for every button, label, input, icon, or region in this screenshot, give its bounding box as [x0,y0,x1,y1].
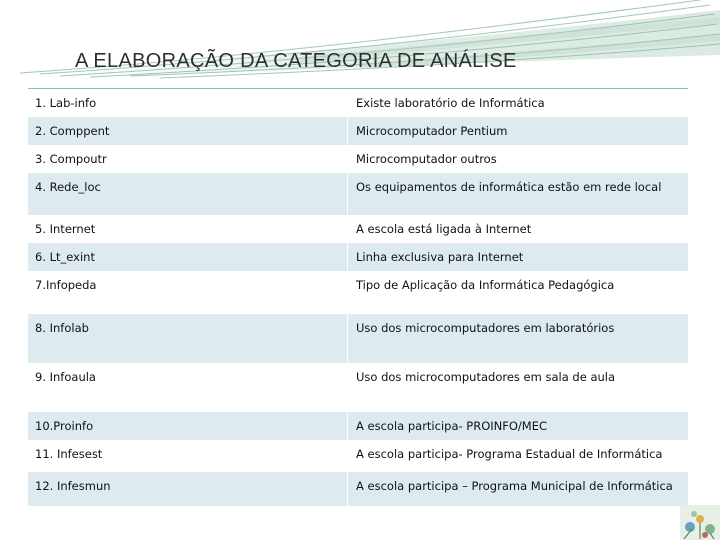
flowers-icon [680,505,720,540]
table-row [28,117,688,145]
category-code: 6. Lt_exint [35,250,95,264]
category-code: 2. Comppent [35,124,110,138]
category-description: Existe laboratório de Informática [347,89,688,117]
category-description: A escola está ligada à Internet [347,215,688,243]
table-row [28,412,688,440]
category-description: Tipo de Aplicação da Informática Pedagógica [347,271,688,314]
category-description: Microcomputador Pentium [347,117,688,145]
table-row [28,472,688,506]
category-description: A escola participa- Programa Estadual de Informática [347,440,688,472]
category-table [28,88,688,506]
category-code: 9. Infoaula [35,370,96,384]
category-code: 1. Lab-info [35,96,97,110]
category-code: 7.Infopeda [35,278,97,292]
table-row [28,243,688,271]
category-code: 12. Infesmun [35,479,111,493]
table-row [28,363,688,412]
table-row [28,271,688,314]
page-title: A ELABORAÇÃO DA CATEGORIA DE ANÁLISE [75,50,517,72]
table-row [28,89,688,117]
decorative-swoosh-background [0,0,720,90]
category-code: 4. Rede_loc [35,180,101,194]
category-description: Linha exclusiva para Internet [347,243,688,271]
category-code: 10.Proinfo [35,419,94,433]
table-row [28,145,688,173]
table-row [28,314,688,363]
table-row [28,173,688,215]
category-code: 5. Internet [35,222,96,236]
category-description: A escola participa- PROINFO/MEC [347,412,688,440]
category-description: Uso dos microcomputadores em laboratórios [347,314,688,363]
category-description: Uso dos microcomputadores em sala de aula [347,363,688,412]
category-code: 8. Infolab [35,321,89,335]
category-description: A escola participa – Programa Municipal de Informática [347,472,688,506]
table-row [28,440,688,472]
category-code: 3. Compoutr [35,152,107,166]
category-description: Os equipamentos de informática estão em rede local [347,173,688,215]
table-row [28,215,688,243]
category-code: 11. Infesest [35,447,103,461]
category-description: Microcomputador outros [347,145,688,173]
